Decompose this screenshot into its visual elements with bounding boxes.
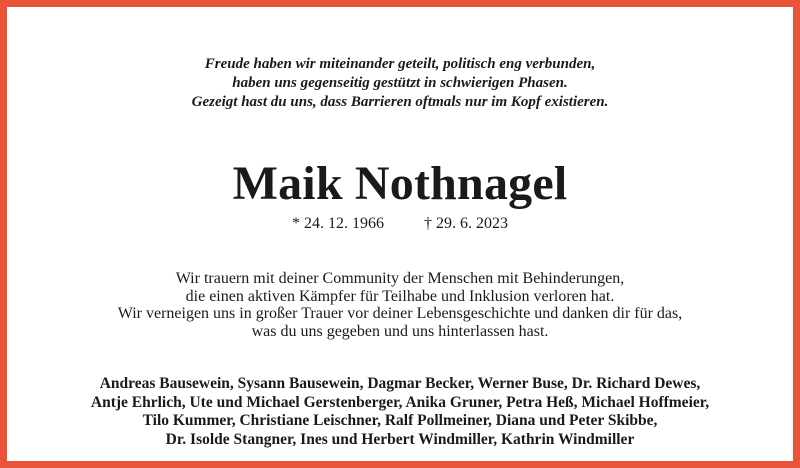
birth-date: * 24. 12. 1966 (292, 215, 384, 232)
death-date: † 29. 6. 2023 (424, 215, 508, 232)
condolence-message (7, 270, 793, 340)
signers-line: Andreas Bausewein, Sysann Bausewein, Dagmar Becker, Werner Buse, Dr. Richard Dewes, (99, 375, 701, 392)
message-line: die einen aktiven Kämpfer für Teilhabe und Inklusion verloren hat. (185, 287, 615, 305)
message-line: Wir verneigen uns in großer Trauer vor deiner Lebensgeschichte und danken dir für das, (117, 305, 683, 322)
motto-line: Freude haben wir miteinander geteilt, politisch eng verbunden, (204, 56, 596, 72)
motto-line: haben uns gegenseitig gestützt in schwierigen Phasen. (232, 75, 568, 91)
message-line: was du uns gegeben und uns hinterlassen hast. (251, 322, 549, 340)
life-dates (7, 214, 793, 234)
deceased-name: Maik Nothnagel (232, 157, 568, 210)
motto-verse (7, 55, 793, 112)
signers-line: Antje Ehrlich, Ute und Michael Gerstenberger, Anika Gruner, Petra Heß, Michael Hoffmeier, (90, 393, 710, 411)
signers-line: Dr. Isolde Stangner, Ines und Herbert Windmiller, Kathrin Windmiller (165, 430, 635, 448)
signers-list (7, 375, 793, 449)
message-line: Wir trauern mit deiner Community der Menschen mit Behinderungen, (175, 270, 625, 287)
signers-line: Tilo Kummer, Christiane Leischner, Ralf Pollmeiner, Diana und Peter Skibbe, (142, 412, 658, 429)
motto-line: Gezeigt hast du uns, dass Barrieren oftmals nur im Kopf existieren. (191, 94, 609, 110)
